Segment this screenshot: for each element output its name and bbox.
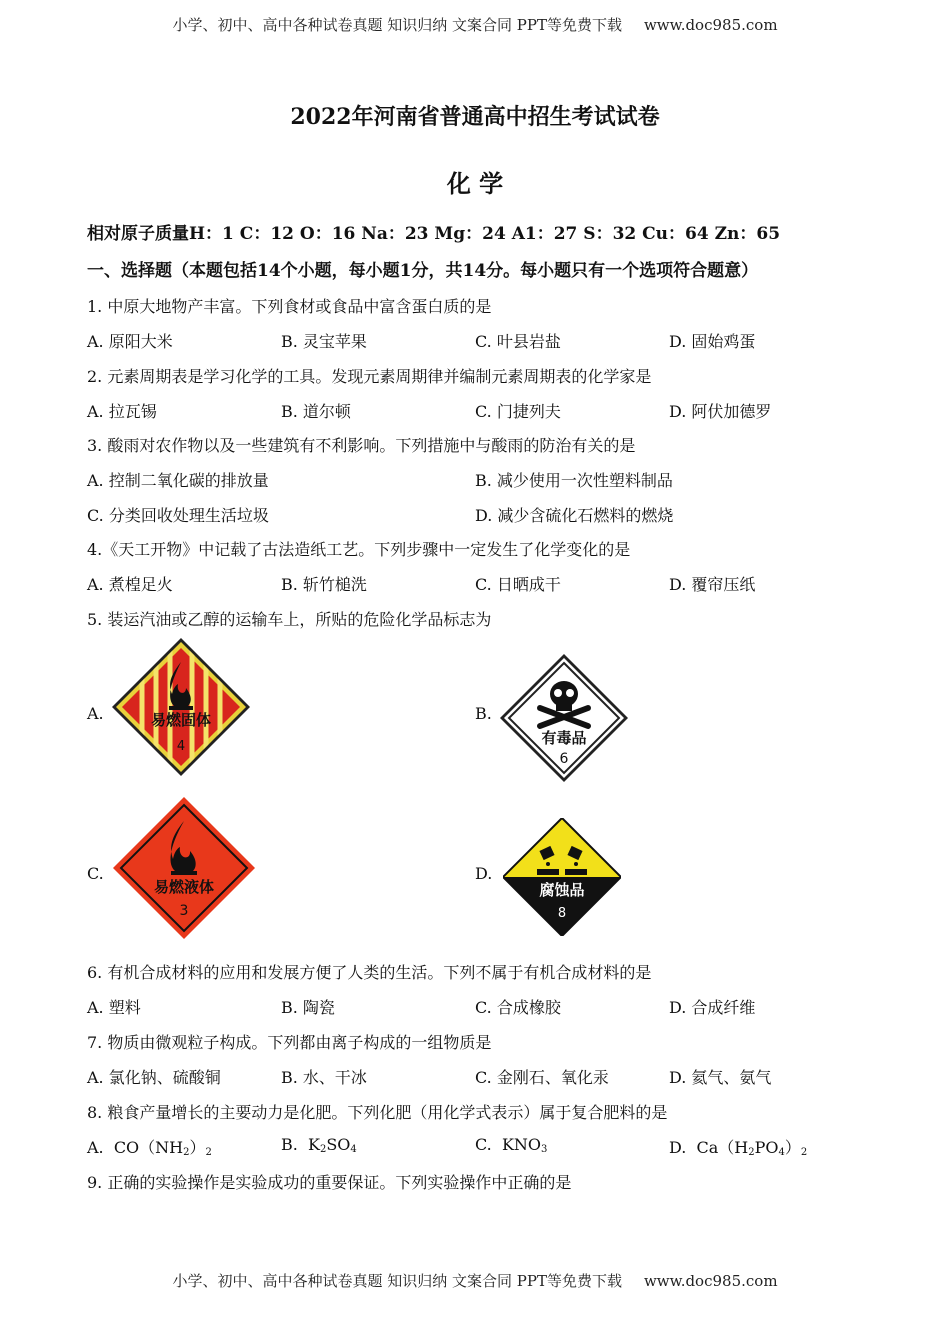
flammable-solid-sign[interactable] bbox=[112, 638, 250, 776]
q5-option-c[interactable]: C. bbox=[87, 864, 104, 883]
q7-option-d[interactable]: D. 氦气、氨气 bbox=[669, 1068, 772, 1087]
q3-option-a[interactable]: A. 控制二氧化碳的排放量 bbox=[87, 471, 269, 490]
sign-b-label: 有毒品 bbox=[541, 729, 587, 747]
q7-option-a[interactable]: A. 氯化钠、硫酸铜 bbox=[87, 1068, 221, 1087]
q8-c-f1: KNO bbox=[501, 1135, 542, 1154]
q8-option-d[interactable] bbox=[669, 1135, 807, 1158]
q7-option-c[interactable]: C. 金刚石、氧化汞 bbox=[475, 1068, 609, 1087]
q8-a-f1: CO（NH bbox=[113, 1138, 184, 1157]
q8-b-f3: SO bbox=[326, 1135, 351, 1154]
question-5-stem: 5. 装运汽油或乙醇的运输车上，所贴的危险化学品标志为 bbox=[87, 610, 492, 629]
footer-url[interactable]: www.doc985.com bbox=[643, 1272, 778, 1290]
question-2-stem: 2. 元素周期表是学习化学的工具。发现元素周期律并编制元素周期表的化学家是 bbox=[87, 367, 652, 386]
q5-option-a[interactable]: A. bbox=[87, 704, 104, 723]
header-url[interactable]: www.doc985.com bbox=[643, 16, 778, 34]
q4-option-c[interactable]: C. 日晒成干 bbox=[475, 575, 561, 594]
sign-c-label: 易燃液体 bbox=[153, 878, 215, 896]
question-4-stem: 4.《天工开物》中记载了古法造纸工艺。下列步骤中一定发生了化学变化的是 bbox=[87, 540, 631, 559]
question-3-stem: 3. 酸雨对农作物以及一些建筑有不利影响。下列措施中与酸雨的防治有关的是 bbox=[87, 436, 636, 455]
q6-option-c[interactable]: C. 合成橡胶 bbox=[475, 998, 561, 1017]
q8-a-f4: 2 bbox=[205, 1147, 212, 1158]
flammable-liquid-sign[interactable] bbox=[113, 797, 255, 939]
atomic-mass-line: 相对原子质量H：1 C：12 O：16 Na：23 Mg：24 A1：27 S：32 Cu：64 Zn：65 bbox=[87, 224, 781, 244]
q1-option-b[interactable]: B. 灵宝苹果 bbox=[281, 332, 367, 351]
q8-d-f6: 2 bbox=[800, 1147, 808, 1158]
footer-text: 小学、初中、高中各种试卷真题 知识归纳 文案合同 PPT等免费下载 bbox=[172, 1272, 622, 1290]
q8-d-letter: D. bbox=[669, 1138, 687, 1157]
q8-d-f1: Ca（H bbox=[696, 1138, 749, 1157]
question-1-stem: 1. 中原大地物产丰富。下列食材或食品中富含蛋白质的是 bbox=[87, 297, 492, 316]
q1-option-a[interactable]: A. 原阳大米 bbox=[87, 332, 173, 351]
q2-option-d[interactable]: D. 阿伏加德罗 bbox=[669, 402, 772, 421]
q8-b-f2: 2 bbox=[319, 1144, 327, 1155]
q7-option-b[interactable]: B. 水、干冰 bbox=[281, 1068, 367, 1087]
section-heading: 一、选择题（本题包括14个小题，每小题1分，共14分。每小题只有一个选项符合题意） bbox=[87, 261, 759, 281]
subject-title: 化 学 bbox=[446, 169, 504, 198]
header-text: 小学、初中、高中各种试卷真题 知识归纳 文案合同 PPT等免费下载 bbox=[172, 16, 622, 34]
q3-option-b[interactable]: B. 减少使用一次性塑料制品 bbox=[475, 471, 673, 490]
q1-option-d[interactable]: D. 固始鸡蛋 bbox=[669, 332, 756, 351]
q8-a-f3: ） bbox=[189, 1138, 206, 1157]
q8-d-f4: 4 bbox=[778, 1147, 785, 1158]
q8-b-f1: K bbox=[308, 1135, 320, 1154]
question-9-stem: 9. 正确的实验操作是实验成功的重要保证。下列实验操作中正确的是 bbox=[87, 1173, 572, 1192]
q8-option-b[interactable] bbox=[281, 1135, 357, 1155]
sign-a-label: 易燃固体 bbox=[150, 711, 212, 729]
sign-d-label: 腐蚀品 bbox=[539, 881, 585, 899]
q8-option-c[interactable] bbox=[475, 1135, 547, 1155]
q5-option-d[interactable]: D. bbox=[475, 864, 493, 883]
q8-b-letter: B. bbox=[281, 1135, 298, 1154]
exam-title: 2022年河南省普通高中招生考试试卷 bbox=[290, 104, 660, 130]
question-7-stem: 7. 物质由微观粒子构成。下列都由离子构成的一组物质是 bbox=[87, 1033, 492, 1052]
q5-option-b[interactable]: B. bbox=[475, 704, 492, 723]
q8-a-letter: A. bbox=[87, 1138, 104, 1157]
toxic-sign[interactable] bbox=[500, 654, 628, 782]
question-6-stem: 6. 有机合成材料的应用和发展方便了人类的生活。下列不属于有机合成材料的是 bbox=[87, 963, 652, 982]
q8-c-f2: 3 bbox=[541, 1144, 548, 1155]
q4-option-b[interactable]: B. 斩竹槌洗 bbox=[281, 575, 367, 594]
q8-c-letter: C. bbox=[475, 1135, 492, 1154]
page-footer bbox=[0, 1270, 950, 1291]
question-8-stem: 8. 粮食产量增长的主要动力是化肥。下列化肥（用化学式表示）属于复合肥料的是 bbox=[87, 1103, 668, 1122]
corrosive-sign[interactable] bbox=[503, 818, 621, 936]
sign-c-number: 3 bbox=[179, 903, 189, 919]
q3-option-d[interactable]: D. 减少含硫化石燃料的燃烧 bbox=[475, 506, 674, 525]
sign-b-number: 6 bbox=[559, 751, 569, 767]
sign-d-number: 8 bbox=[557, 906, 567, 921]
q6-option-a[interactable]: A. 塑料 bbox=[87, 998, 141, 1017]
q4-option-a[interactable]: A. 煮楻足火 bbox=[87, 575, 173, 594]
q8-option-a[interactable] bbox=[87, 1135, 212, 1158]
q2-option-c[interactable]: C. 门捷列夫 bbox=[475, 402, 561, 421]
q2-option-b[interactable]: B. 道尔顿 bbox=[281, 402, 351, 421]
q6-option-b[interactable]: B. 陶瓷 bbox=[281, 998, 335, 1017]
q4-option-d[interactable]: D. 覆帘压纸 bbox=[669, 575, 756, 594]
q8-d-f3: PO bbox=[754, 1138, 779, 1157]
q2-option-a[interactable]: A. 拉瓦锡 bbox=[87, 402, 157, 421]
q6-option-d[interactable]: D. 合成纤维 bbox=[669, 998, 756, 1017]
q3-option-c[interactable]: C. 分类回收处理生活垃圾 bbox=[87, 506, 269, 525]
q8-d-f5: ） bbox=[784, 1138, 801, 1157]
q8-d-f2: 2 bbox=[748, 1147, 755, 1158]
page-header bbox=[0, 14, 950, 35]
q8-a-f2: 2 bbox=[183, 1147, 190, 1158]
sign-a-number: 4 bbox=[176, 739, 186, 754]
q1-option-c[interactable]: C. 叶县岩盐 bbox=[475, 332, 561, 351]
q8-b-f4: 4 bbox=[350, 1144, 357, 1155]
